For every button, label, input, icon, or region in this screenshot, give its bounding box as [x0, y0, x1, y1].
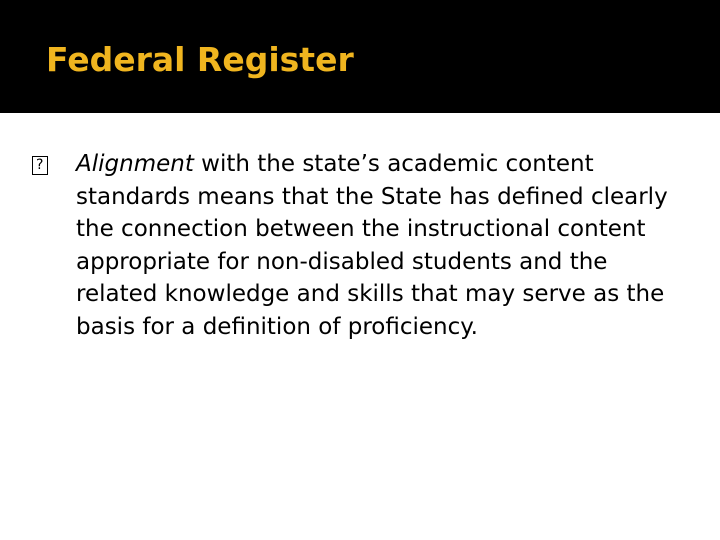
bullet-item — [32, 148, 692, 343]
slide-title: Federal Register — [46, 40, 354, 79]
slide-body — [32, 148, 692, 343]
bullet-text: with the state’s academic content standards means that the State has defined clearly the connection between the instructional content appropriate for non-disabled students and the related knowledge and skills that may serve as the basis for a definition of proficiency. — [76, 151, 668, 340]
title-bar — [0, 0, 720, 113]
missing-glyph-bullet-icon — [32, 156, 48, 175]
bullet-term: Alignment — [76, 151, 194, 177]
